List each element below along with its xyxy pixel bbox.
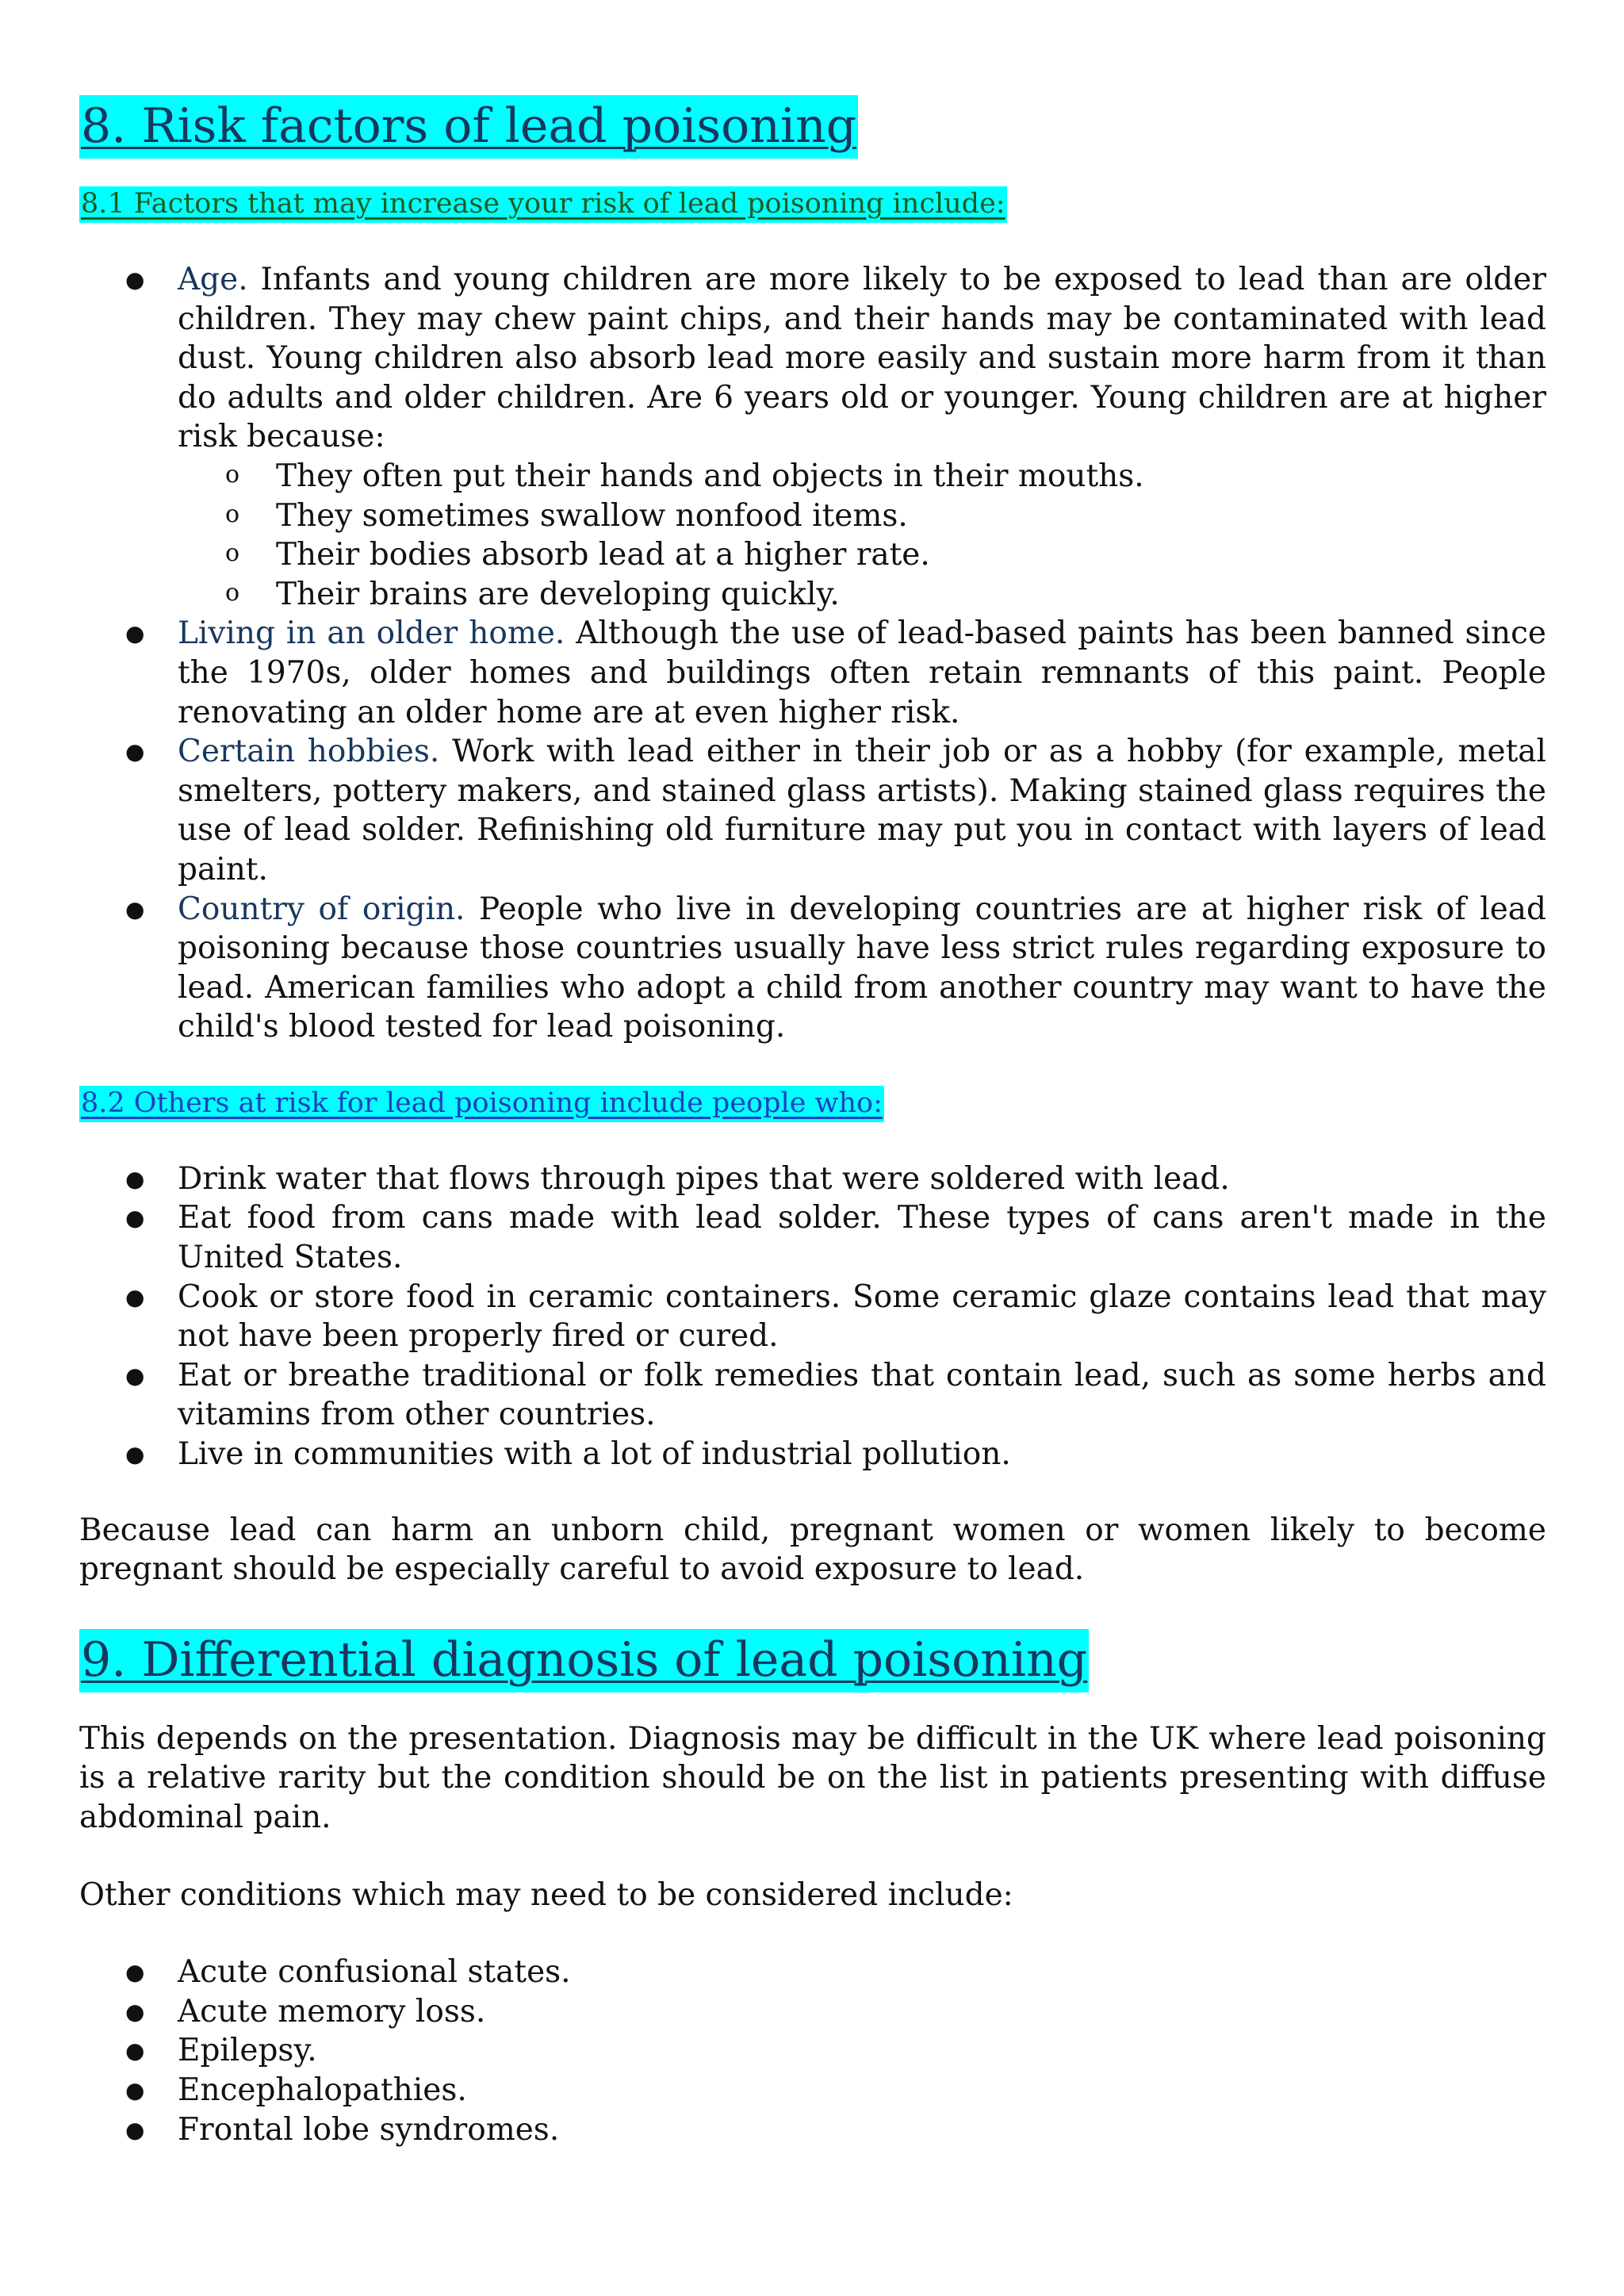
- circle-bullet-icon: o: [225, 500, 240, 528]
- list-item-text: Acute memory loss.: [178, 1993, 486, 2030]
- risk-factor-list: [79, 260, 1546, 1047]
- circle-bullet-icon: o: [225, 460, 240, 489]
- age-reason-list: [178, 457, 1546, 614]
- sub-list-item: [178, 535, 1546, 575]
- section-9-lead-in: Other conditions which may need to be considered include:: [79, 1876, 1013, 1913]
- document-page: [79, 95, 1546, 2149]
- risk-factor-term: Living in an older home.: [178, 615, 565, 652]
- bullet-icon: ●: [125, 2037, 145, 2064]
- differential-list: [79, 1953, 1546, 2149]
- sub-list-item: [178, 496, 1546, 536]
- list-item: [79, 614, 1546, 732]
- list-item: [79, 1992, 1546, 2032]
- section-9-intro: This depends on the presentation. Diagnosis may be difficult in the UK where lead poisoning is a relative rarity but the condition should be on the list in patients presenting with diffuse abdominal pain.: [79, 1720, 1546, 1835]
- sub-list-item-text: They often put their hands and objects in their mouths.: [276, 458, 1144, 494]
- list-item: [79, 2110, 1546, 2150]
- bullet-icon: ●: [125, 1998, 145, 2025]
- circle-bullet-icon: o: [225, 578, 240, 607]
- list-item: [79, 1953, 1546, 1992]
- sub-list-item: [178, 575, 1546, 615]
- section-9-heading: [79, 1629, 1546, 1691]
- risk-factor-text: Infants and young children are more likely to be exposed to lead than are older children. They may chew paint chips, and their hands may be contaminated with lead dust. Young children also absorb lead more easily and sustain more harm from it than do adults and older children. Are 6 years old or younger. Young children are at higher risk because:: [178, 262, 1546, 455]
- list-item: [79, 1435, 1546, 1474]
- sub-list-item-text: They sometimes swallow nonfood items.: [276, 497, 908, 534]
- bullet-icon: ●: [125, 2076, 145, 2103]
- list-item: [79, 260, 1546, 614]
- list-item-text: Drink water that flows through pipes that were soldered with lead.: [178, 1160, 1230, 1197]
- risk-factor-term: Age.: [178, 262, 248, 297]
- section-8-heading-text: 8. Risk factors of lead poisoning: [79, 95, 858, 159]
- circle-bullet-icon: o: [225, 539, 240, 568]
- list-item-text: Eat or breathe traditional or folk remedies that contain lead, such as some herbs and vitamins from other countries.: [178, 1357, 1546, 1433]
- others-at-risk-list: [79, 1159, 1546, 1474]
- list-item: [79, 2031, 1546, 2071]
- list-item: [79, 1356, 1546, 1435]
- list-item: [79, 732, 1546, 889]
- risk-factor-text: People who live in developing countries are at higher risk of lead poisoning because those countries usually have less strict rules regarding exposure to lead. American families who adopt a child from another country may want to have the child's blood tested for lead poisoning.: [178, 891, 1547, 1045]
- section-9-heading-text: 9. Differential diagnosis of lead poisoning: [79, 1629, 1089, 1692]
- section-8-2-heading: [79, 1085, 1546, 1121]
- bullet-icon: ●: [125, 1441, 145, 1468]
- risk-factor-term: Certain hobbies.: [178, 734, 440, 770]
- bullet-icon: ●: [125, 1283, 145, 1310]
- section-8-1-heading-text: 8.1 Factors that may increase your risk of lead poisoning include:: [79, 186, 1007, 223]
- list-item: [79, 890, 1546, 1047]
- sub-list-item-text: Their bodies absorb lead at a higher rate.: [276, 537, 930, 573]
- list-item-text: Encephalopathies.: [178, 2072, 467, 2108]
- list-item-text: Acute confusional states.: [178, 1954, 571, 1991]
- bullet-icon: ●: [125, 2116, 145, 2143]
- section-8-1-heading: [79, 186, 1546, 222]
- sub-list-item: [178, 457, 1546, 496]
- bullet-icon: ●: [125, 1205, 145, 1232]
- section-8-2-heading-text: 8.2 Others at risk for lead poisoning include people who:: [79, 1086, 884, 1122]
- bullet-icon: ●: [125, 620, 145, 647]
- bullet-icon: ●: [125, 1165, 145, 1192]
- list-item: [79, 1278, 1546, 1356]
- sub-list-item-text: Their brains are developing quickly.: [276, 576, 840, 612]
- list-item-text: Cook or store food in ceramic containers. Some ceramic glaze contains lead that may not have been properly fired or cured.: [178, 1278, 1546, 1355]
- bullet-icon: ●: [125, 1362, 145, 1389]
- list-item-text: Eat food from cans made with lead solder. These types of cans aren't made in the United States.: [178, 1200, 1546, 1276]
- list-item: [79, 2071, 1546, 2110]
- list-item-text: Epilepsy.: [178, 2033, 317, 2069]
- risk-factor-text: Although the use of lead-based paints has been banned since the 1970s, older homes and buildings often retain remnants of this paint. People renovating an older home are at even higher risk.: [178, 615, 1546, 730]
- bullet-icon: ●: [125, 266, 145, 293]
- risk-factor-text: Work with lead either in their job or as a hobby (for example, metal smelters, pottery makers, and stained glass artists). Making stained glass requires the use of lead solder. Refinishing old furniture may put you in contact with layers of lead paint.: [178, 734, 1546, 887]
- bullet-icon: ●: [125, 1959, 145, 1986]
- bullet-icon: ●: [125, 738, 145, 765]
- section-8-heading: [79, 95, 1546, 157]
- list-item-text: Live in communities with a lot of industrial pollution.: [178, 1436, 1011, 1473]
- pregnancy-note: Because lead can harm an unborn child, pregnant women or women likely to become pregnant should be especially careful to avoid exposure to lead.: [79, 1512, 1546, 1588]
- list-item: [79, 1198, 1546, 1277]
- list-item-text: Frontal lobe syndromes.: [178, 2111, 560, 2148]
- bullet-icon: ●: [125, 895, 145, 922]
- list-item: [79, 1159, 1546, 1199]
- risk-factor-term: Country of origin.: [178, 891, 465, 927]
